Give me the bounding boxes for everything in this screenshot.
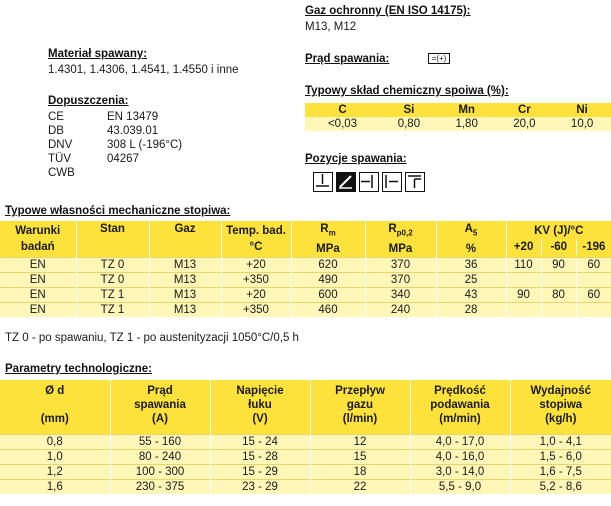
mech-cell-gas: M13 <box>149 288 221 303</box>
mech-cell-kv3: 60 <box>576 258 611 273</box>
process-cell: 1,0 - 4,1 <box>510 434 611 449</box>
mech-header-a5: $A_5$ % <box>436 221 506 258</box>
table-row <box>0 258 611 273</box>
process-cell: 15 - 28 <box>210 449 310 464</box>
process-cell: 18 <box>310 464 410 479</box>
process-cell: 5,2 - 8,6 <box>510 479 611 494</box>
process-heading: Parametry technologiczne: <box>5 363 152 375</box>
composition-value: 10,0 <box>570 118 594 130</box>
position-horizontal-icon <box>359 172 379 192</box>
composition-table <box>305 103 611 131</box>
table-row <box>0 303 611 318</box>
table-row <box>0 434 611 449</box>
mech-header-state: Stan <box>76 221 149 258</box>
approval-row <box>48 124 182 138</box>
composition-value: 20,0 <box>513 118 536 130</box>
mechanical-note: TZ 0 - po spawaniu, TZ 1 - po austenityzacji 1050°C/0,5 h <box>5 332 299 344</box>
mech-cell-state: TZ 1 <box>76 303 149 318</box>
process-cell: 0,8 <box>0 434 110 449</box>
process-cell: 5,5 - 9,0 <box>410 479 510 494</box>
mech-cell-kv3 <box>576 303 611 318</box>
approval-value: EN 13479 <box>107 111 159 123</box>
process-cell: 4,0 - 17,0 <box>410 434 510 449</box>
approval-value: 308 L (-196°C) <box>107 139 183 151</box>
process-table <box>0 380 611 494</box>
mech-header-kv: KV (J)/°C +20 -60 -196 <box>506 221 611 258</box>
process-cell: 230 - 375 <box>110 479 210 494</box>
table-row <box>0 273 611 288</box>
approval-value: 04267 <box>107 153 139 165</box>
mech-cell-kv1 <box>506 273 541 288</box>
mech-cell-state: TZ 0 <box>76 258 149 273</box>
composition-header: Mn <box>458 104 475 116</box>
shielding-gas-value: M13, M12 <box>305 21 357 33</box>
mech-cell-state: TZ 0 <box>76 273 149 288</box>
mech-cell-cond: EN <box>0 258 76 273</box>
mech-cell-kv2: 80 <box>541 288 576 303</box>
mech-header-rm: $R_m$ MPa <box>291 221 365 258</box>
mech-header-rp: $R_{p0,2}$ MPa <box>365 221 436 258</box>
mech-cell-rp: 340 <box>365 288 436 303</box>
approval-row <box>48 166 182 180</box>
mech-cell-cond: EN <box>0 273 76 288</box>
composition-value: 1,80 <box>455 118 478 130</box>
process-cell: 22 <box>310 479 410 494</box>
composition-header: Ni <box>576 104 588 116</box>
table-row <box>0 449 611 464</box>
mech-cell-cond: EN <box>0 303 76 318</box>
process-header-deposition: Wydajność stopiwa (kg/h) <box>510 380 611 434</box>
mech-cell-temp: +350 <box>221 303 291 318</box>
approvals-heading: Dopuszczenia: <box>48 95 129 107</box>
mech-cell-kv1 <box>506 303 541 318</box>
mech-cell-a5: 28 <box>436 303 506 318</box>
process-cell: 3,0 - 14,0 <box>410 464 510 479</box>
approval-label: DNV <box>48 139 73 151</box>
positions-heading: Pozycje spawania: <box>305 153 407 165</box>
approval-label: CE <box>48 111 64 123</box>
process-cell: 12 <box>310 434 410 449</box>
process-cell: 15 <box>310 449 410 464</box>
process-header-current: Prąd spawania (A) <box>110 380 210 434</box>
process-cell: 80 - 240 <box>110 449 210 464</box>
base-material-heading: Materiał spawany: <box>48 48 148 60</box>
mech-cell-kv1: 110 <box>506 258 541 273</box>
process-cell: 1,6 - 7,5 <box>510 464 611 479</box>
process-header-voltage: Napięcie łuku (V) <box>210 380 310 434</box>
approval-row <box>48 138 182 152</box>
table-row <box>0 288 611 303</box>
mech-cell-temp: +20 <box>221 288 291 303</box>
mech-header-kv-t2: -60 <box>542 239 577 255</box>
mech-cell-gas: M13 <box>149 273 221 288</box>
composition-value: 0,80 <box>397 118 421 130</box>
position-flat-icon <box>313 172 333 192</box>
mech-cell-temp: +350 <box>221 273 291 288</box>
process-cell: 1,0 <box>0 449 110 464</box>
composition-header: Cr <box>517 104 531 116</box>
mech-cell-rm: 490 <box>291 273 365 288</box>
composition-header: C <box>338 104 347 116</box>
mech-cell-kv1: 90 <box>506 288 541 303</box>
approval-value: 43.039.01 <box>107 125 159 137</box>
mech-cell-kv2 <box>541 303 576 318</box>
approval-label: DB <box>48 125 64 137</box>
approval-row <box>48 110 182 124</box>
mech-cell-state: TZ 1 <box>76 288 149 303</box>
mech-cell-a5: 43 <box>436 288 506 303</box>
mech-header-gas: Gaz <box>149 221 221 258</box>
mech-cell-temp: +20 <box>221 258 291 273</box>
mech-cell-rp: 370 <box>365 258 436 273</box>
approvals-list <box>48 110 182 180</box>
table-row <box>0 479 611 494</box>
mech-cell-kv3: 60 <box>576 288 611 303</box>
approval-label: CWB <box>48 167 75 179</box>
mechanical-table <box>0 221 611 317</box>
mech-cell-rp: 240 <box>365 303 436 318</box>
position-horizontal-vertical-icon <box>336 172 356 192</box>
mech-cell-rm: 460 <box>291 303 365 318</box>
mech-cell-kv2 <box>541 273 576 288</box>
mech-header-kv-t3: -196 <box>582 241 606 254</box>
process-cell: 15 - 24 <box>210 434 310 449</box>
mech-header-temp: Temp. bad. °C <box>221 221 291 258</box>
composition-value: <0,03 <box>327 118 358 130</box>
approval-row <box>48 152 182 166</box>
process-cell: 1,2 <box>0 464 110 479</box>
process-cell: 1,6 <box>0 479 110 494</box>
process-cell: 1,5 - 6,0 <box>510 449 611 464</box>
mech-cell-gas: M13 <box>149 258 221 273</box>
mech-cell-cond: EN <box>0 288 76 303</box>
mech-header-conditions: Warunki badań <box>15 225 61 254</box>
process-cell: 4,0 - 16,0 <box>410 449 510 464</box>
position-vertical-icon <box>382 172 402 192</box>
mechanical-heading: Typowe własności mechaniczne stopiwa: <box>5 205 231 217</box>
process-cell: 15 - 29 <box>210 464 310 479</box>
mech-cell-rm: 600 <box>291 288 365 303</box>
mech-cell-a5: 25 <box>436 273 506 288</box>
shielding-gas-heading: Gaz ochronny (EN ISO 14175): <box>305 5 471 17</box>
table-row <box>0 464 611 479</box>
base-material-value: 1.4301, 1.4306, 1.4541, 1.4550 i inne <box>48 64 239 76</box>
mech-cell-rm: 620 <box>291 258 365 273</box>
dc-positive-icon: =(+) <box>428 53 450 64</box>
process-header-diameter: Ø d (mm) <box>40 385 69 425</box>
process-cell: 55 - 160 <box>110 434 210 449</box>
welding-current-heading: Prąd spawania: <box>305 53 390 65</box>
approval-label: TÜV <box>48 153 71 165</box>
mech-cell-rp: 370 <box>365 273 436 288</box>
mech-cell-kv2: 90 <box>541 258 576 273</box>
mech-cell-kv3 <box>576 273 611 288</box>
composition-heading: Typowy skład chemiczny spoiwa (%): <box>305 85 509 97</box>
composition-header: Si <box>403 104 415 116</box>
mech-header-kv-t1: +20 <box>507 239 542 255</box>
positions-icons <box>313 172 425 194</box>
position-overhead-icon <box>405 172 425 192</box>
process-cell: 100 - 300 <box>110 464 210 479</box>
mech-cell-gas: M13 <box>149 303 221 318</box>
process-header-gas-flow: Przepływ gazu (l/min) <box>310 380 410 434</box>
process-cell: 23 - 29 <box>210 479 310 494</box>
mech-cell-a5: 36 <box>436 258 506 273</box>
process-header-wire-speed: Prędkość podawania (m/min) <box>410 380 510 434</box>
